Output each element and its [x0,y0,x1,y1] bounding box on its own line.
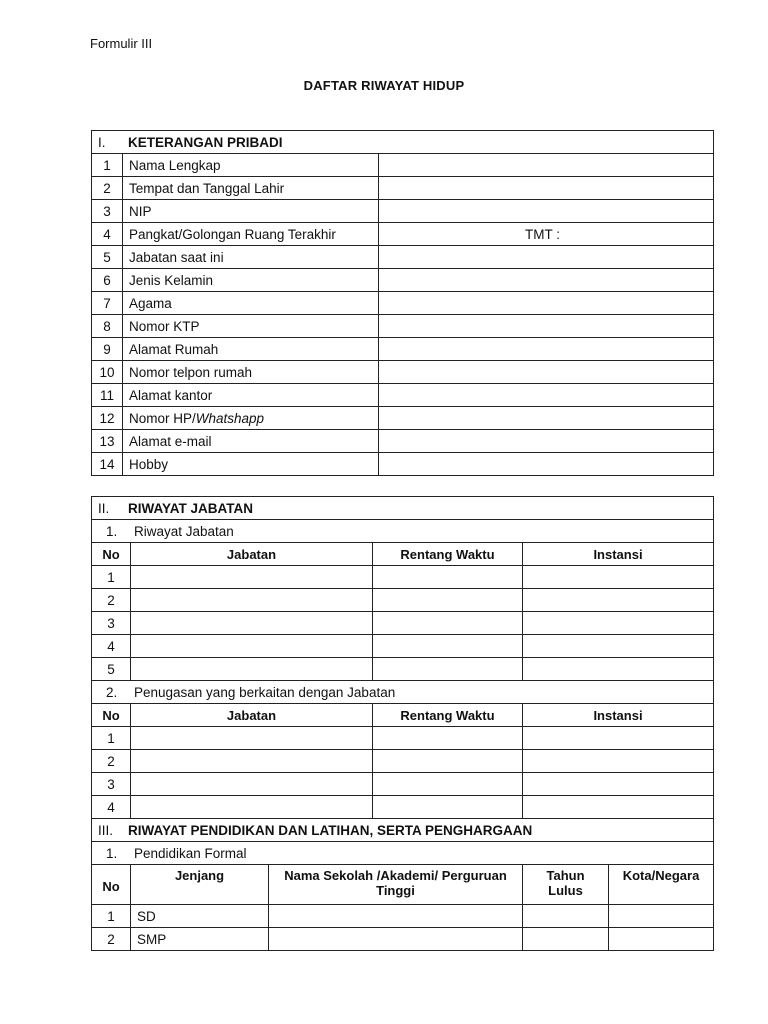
field-label-text: Jenis Kelamin [129,272,214,288]
column-header-row [92,865,714,905]
header-no: No [92,704,131,727]
row-number: 5 [92,246,123,269]
rentang-waktu-cell[interactable] [373,658,523,681]
rentang-waktu-cell[interactable] [373,612,523,635]
table-row [92,796,714,819]
field-label [123,338,379,361]
field-label [123,269,379,292]
field-value-cell[interactable] [379,430,714,453]
row-number: 6 [92,269,123,292]
row-number: 14 [92,453,123,476]
subsection-number: 1. [106,845,118,861]
section-header-row [92,131,714,154]
field-label [123,200,379,223]
table-row [92,928,714,951]
personal-info-row [92,407,714,430]
row-number: 10 [92,361,123,384]
table-row [92,727,714,750]
column-header-row [92,543,714,566]
personal-info-row [92,223,714,246]
header-no: No [92,543,131,566]
jabatan-cell[interactable] [131,773,373,796]
row-number: 1 [92,566,131,589]
jabatan-cell[interactable] [131,566,373,589]
jabatan-cell[interactable] [131,750,373,773]
field-value-cell[interactable] [379,246,714,269]
subsection-row [92,520,714,543]
field-value-cell[interactable] [379,200,714,223]
field-label-text: Nomor HP/ [129,410,196,426]
personal-info-row [92,361,714,384]
jenjang-cell: SD [131,905,269,928]
subsection-number: 2. [106,684,118,700]
table-row [92,566,714,589]
subsection-number: 1. [106,523,118,539]
personal-info-row [92,269,714,292]
table-row [92,589,714,612]
header-instansi: Instansi [523,543,714,566]
field-value-cell[interactable] [379,384,714,407]
jabatan-cell[interactable] [131,658,373,681]
jenjang-cell: SMP [131,928,269,951]
rentang-waktu-cell[interactable] [373,635,523,658]
personal-info-row [92,292,714,315]
field-value-cell[interactable] [379,361,714,384]
row-number: 4 [92,223,123,246]
section-heading [92,131,714,154]
row-number: 1 [92,905,131,928]
table-row [92,612,714,635]
rentang-waktu-cell[interactable] [373,727,523,750]
subsection-row [92,681,714,704]
field-label-text: Agama [129,295,172,311]
row-number: 12 [92,407,123,430]
field-label [123,223,379,246]
jabatan-cell[interactable] [131,727,373,750]
field-label [123,407,379,430]
instansi-cell[interactable] [523,612,714,635]
personal-info-row [92,453,714,476]
personal-info-row [92,154,714,177]
subsection-title: Riwayat Jabatan [134,523,234,539]
header-tahun-lulus: Tahun Lulus [523,865,609,905]
instansi-cell[interactable] [523,589,714,612]
section-roman: I. [98,134,106,150]
header-rentang-waktu: Rentang Waktu [373,704,523,727]
instansi-cell[interactable] [523,566,714,589]
row-number: 2 [92,750,131,773]
section-title: RIWAYAT JABATAN [128,500,254,516]
row-number: 4 [92,635,131,658]
personal-info-row [92,338,714,361]
jabatan-cell[interactable] [131,589,373,612]
field-label-text: Nomor telpon rumah [129,364,253,380]
row-number: 3 [92,612,131,635]
row-number: 7 [92,292,123,315]
instansi-cell[interactable] [523,796,714,819]
subsection-heading [92,842,714,865]
field-label-text: Tempat dan Tanggal Lahir [129,180,285,196]
nama-sekolah-cell[interactable] [269,905,523,928]
nama-sekolah-cell[interactable] [269,928,523,951]
rentang-waktu-cell[interactable] [373,750,523,773]
jabatan-cell[interactable] [131,796,373,819]
rentang-waktu-cell[interactable] [373,796,523,819]
field-label-text: Pangkat/Golongan Ruang Terakhir [129,226,336,242]
field-label [123,154,379,177]
tmt-label: TMT : [525,226,560,242]
header-jabatan: Jabatan [131,704,373,727]
kota-negara-cell[interactable] [609,928,714,951]
field-value-cell[interactable] [379,269,714,292]
jabatan-cell[interactable] [131,612,373,635]
table-row [92,658,714,681]
row-number: 9 [92,338,123,361]
field-label-text: NIP [129,203,152,219]
personal-info-row [92,430,714,453]
header-rentang-waktu: Rentang Waktu [373,543,523,566]
field-label [123,292,379,315]
subsection-heading [92,681,714,704]
subsection-title: Pendidikan Formal [134,845,247,861]
field-label [123,246,379,269]
header-kota-negara: Kota/Negara [609,865,714,905]
personal-info-table [91,130,714,476]
field-value-cell[interactable] [379,338,714,361]
row-number: 1 [92,154,123,177]
field-value-cell[interactable] [379,223,714,246]
field-label-text: Nomor KTP [129,318,200,334]
form-label: Formulir III [90,36,153,51]
column-header-row [92,704,714,727]
field-label-text: Alamat Rumah [129,341,219,357]
document-title: DAFTAR RIWAYAT HIDUP [303,78,465,93]
section-heading [92,819,714,842]
header-jenjang: Jenjang [131,865,269,905]
section-roman: III. [98,822,114,838]
table-row [92,773,714,796]
instansi-cell[interactable] [523,727,714,750]
tahun-lulus-cell[interactable] [523,928,609,951]
field-value-cell[interactable] [379,154,714,177]
section-header-row [92,819,714,842]
instansi-cell[interactable] [523,750,714,773]
personal-info-row [92,246,714,269]
row-number: 1 [92,727,131,750]
field-label-text: Nama Lengkap [129,157,221,173]
row-number: 8 [92,315,123,338]
field-value-cell[interactable] [379,315,714,338]
table-row [92,750,714,773]
career-education-table [91,496,714,951]
row-number: 2 [92,928,131,951]
personal-info-row [92,177,714,200]
table-row [92,635,714,658]
field-label [123,361,379,384]
row-number: 3 [92,773,131,796]
row-number: 5 [92,658,131,681]
field-label [123,430,379,453]
instansi-cell[interactable] [523,658,714,681]
section-heading [92,497,714,520]
field-label [123,177,379,200]
row-number: 4 [92,796,131,819]
field-value-cell[interactable] [379,453,714,476]
rentang-waktu-cell[interactable] [373,566,523,589]
jabatan-cell[interactable] [131,635,373,658]
row-number: 2 [92,177,123,200]
personal-info-row [92,384,714,407]
rentang-waktu-cell[interactable] [373,589,523,612]
section-roman: II. [98,500,110,516]
tahun-lulus-cell[interactable] [523,905,609,928]
field-label [123,453,379,476]
instansi-cell[interactable] [523,635,714,658]
field-label [123,384,379,407]
row-number: 2 [92,589,131,612]
subsection-title: Penugasan yang berkaitan dengan Jabatan [134,684,396,700]
field-label-italic: Whatshapp [195,410,265,426]
instansi-cell[interactable] [523,773,714,796]
personal-info-row [92,200,714,223]
kota-negara-cell[interactable] [609,905,714,928]
header-jabatan: Jabatan [131,543,373,566]
section-header-row [92,497,714,520]
field-label [123,315,379,338]
row-number: 11 [92,384,123,407]
field-value-cell[interactable] [379,177,714,200]
field-label-text: Alamat kantor [129,387,213,403]
personal-info-row [92,315,714,338]
header-no: No [92,865,131,905]
table-row [92,905,714,928]
section-title: KETERANGAN PRIBADI [128,134,283,150]
field-label-text: Alamat e-mail [129,433,212,449]
subsection-row [92,842,714,865]
field-label-text: Hobby [129,456,169,472]
field-label-text: Jabatan saat ini [129,249,224,265]
subsection-heading [92,520,714,543]
field-value-cell[interactable] [379,292,714,315]
section-title: RIWAYAT PENDIDIKAN DAN LATIHAN, SERTA PENGHARGAAN [128,822,533,838]
field-value-cell[interactable] [379,407,714,430]
row-number: 13 [92,430,123,453]
rentang-waktu-cell[interactable] [373,773,523,796]
row-number: 3 [92,200,123,223]
header-nama-sekolah: Nama Sekolah /Akademi/ Perguruan Tinggi [269,865,523,905]
header-instansi: Instansi [523,704,714,727]
